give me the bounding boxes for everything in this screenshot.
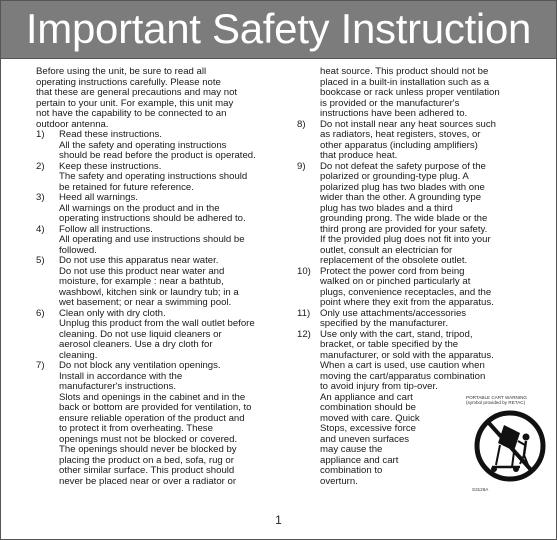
item-text: manufacturer's instructions. <box>59 381 177 392</box>
item-text: Do not defeat the safety purpose of the <box>320 160 486 172</box>
cart-warning-label <box>466 395 556 497</box>
item-heading: Do not block any ventilation openings. <box>59 360 221 371</box>
item-number: 4) <box>36 223 45 235</box>
item-number: 12) <box>297 328 311 340</box>
item-heading: Follow all instructions. <box>59 223 153 235</box>
continued-paragraph <box>297 67 529 120</box>
page-title: Important Safety Instruction <box>25 5 532 52</box>
cart-text-line: Stops, excessive force <box>320 423 416 434</box>
instruction-item <box>297 120 529 162</box>
item-text: moving the cart/apparatus combination <box>320 370 486 382</box>
item-text: to protect it from overheating. These <box>59 423 213 434</box>
item-text: ensure reliable operation of the product and <box>59 412 245 424</box>
cart-text-line: appliance and cart <box>320 454 399 466</box>
item-text: placing the product on a bed, sofa, rug or <box>59 454 234 466</box>
item-text: Protect the power cord from being <box>320 265 465 277</box>
item-number: 8) <box>297 118 306 130</box>
intro-paragraph <box>36 67 281 130</box>
item-text: wider than the other. A grounding type <box>320 192 482 203</box>
item-heading: Heed all warnings. <box>59 192 138 203</box>
item-text: plugs, convenience receptacles, and the <box>320 286 492 298</box>
item-text: as radiators, heat registers, stoves, or <box>320 129 481 140</box>
item-heading: Keep these instructions. <box>59 160 162 172</box>
item-text: Slots and openings in the cabinet and in the <box>59 391 246 403</box>
item-number: 3) <box>36 192 45 203</box>
item-text: openings must not be blocked or covered. <box>59 433 238 445</box>
item-number: 1) <box>36 129 45 140</box>
item-text: should be read before the product is operated. <box>59 150 256 161</box>
item-text: washbowl, kitchen sink or laundry tub; in a <box>59 286 239 298</box>
item-text: to avoid injury from tip-over. <box>320 381 438 392</box>
item-text: All warnings on the product and in the <box>59 202 220 214</box>
item-text: never be placed near or over a radiator or <box>59 475 237 487</box>
item-text: Do not use this product near water and <box>59 265 225 277</box>
instruction-item <box>297 162 529 267</box>
item-number: 2) <box>36 160 45 172</box>
item-text: bracket, or table specified by the <box>320 339 459 350</box>
title-banner <box>1 1 556 59</box>
item-text: point where they exit from the apparatus. <box>320 297 494 308</box>
item-text: cleaning. Do not use liquid cleaners or <box>59 328 222 340</box>
item-text: Only use attachments/accessories <box>320 307 467 319</box>
item-text: manufacturer, or sold with the apparatus. <box>320 349 494 361</box>
cart-text-line: may cause the <box>320 444 383 455</box>
item-text: other similar surface. This product should <box>59 465 235 476</box>
intro-line: outdoor antenna. <box>36 118 109 130</box>
item-text: be retained for future reference. <box>59 181 194 193</box>
right-column <box>297 66 529 492</box>
continued-line: heat source. This product should not be <box>320 66 489 77</box>
item-text: wet basement; or near a swimming pool. <box>59 297 232 308</box>
instruction-item <box>36 309 281 362</box>
item-text: Do not install near any heat sources such <box>320 118 496 130</box>
item-text: grounding prong. The wide blade or the <box>320 213 488 224</box>
item-number: 6) <box>36 307 45 319</box>
item-number: 5) <box>36 255 45 266</box>
item-number: 10) <box>297 265 311 277</box>
left-column <box>36 67 281 487</box>
cart-warning-subtitle: (symbol provided by RETAC) <box>466 399 526 405</box>
cart-warning-title: PORTABLE CART WARNING <box>466 394 528 400</box>
item-text: When a cart is used, use caution when <box>320 360 485 371</box>
intro-line: Before using the unit, be sure to read all <box>36 66 207 77</box>
item-number: 11) <box>297 307 311 319</box>
item-text: If the provided plug does not fit into your <box>320 234 491 245</box>
item-text: walked on or pinched particularly at <box>320 276 471 287</box>
cart-section <box>320 391 529 492</box>
item-text: Unplug this product from the wall outlet before <box>59 318 255 329</box>
item-text: polarized or grounding-type plug. A <box>320 171 469 182</box>
item-text: All operating and use instructions should be <box>59 234 245 245</box>
item-text: other apparatus (including amplifiers) <box>320 139 478 151</box>
intro-line: pertain to your unit. For example, this unit may <box>36 97 234 109</box>
continued-line: instructions have been adhered to. <box>320 108 468 119</box>
item-text: followed. <box>59 244 97 256</box>
continued-line: is provided or the manufacturer's <box>320 97 460 109</box>
cart-text-line: and uneven surfaces <box>320 433 410 445</box>
item-text: replacement of the obsolete outlet. <box>320 255 468 266</box>
cart-warning-code: S3126A <box>472 486 489 492</box>
cart-tip-over-warning-icon <box>474 407 546 485</box>
continued-line: bookcase or rack unless proper ventilation <box>320 87 500 98</box>
cart-text-line: combination to <box>320 465 383 476</box>
continued-line: placed in a built-in installation such as a <box>320 76 490 88</box>
item-text: plug has two blades and a third <box>320 202 453 214</box>
instruction-item <box>297 328 529 492</box>
instruction-item <box>36 193 281 225</box>
item-text: moisture, for example : near a bathtub, <box>59 276 224 287</box>
instruction-item <box>36 256 281 309</box>
item-text: Use only with the cart, stand, tripod, <box>320 328 473 340</box>
cart-text-line: moved with care. Quick <box>320 412 420 424</box>
item-text: polarized plug has two blades with one <box>320 181 485 193</box>
cart-text-line: An appliance and cart <box>320 391 413 403</box>
item-heading: Clean only with dry cloth. <box>59 307 166 319</box>
cart-text-line: combination should be <box>320 402 417 413</box>
instruction-item <box>297 267 529 309</box>
item-text: outlet, consult an electrician for <box>320 244 453 256</box>
item-text: aerosol cleaners. Use a dry cloth for <box>59 339 213 350</box>
intro-line: not have the capability to be connected to an <box>36 108 227 119</box>
item-text: that produce heat. <box>320 150 398 161</box>
item-text: The openings should never be blocked by <box>59 444 237 455</box>
page-number: 1 <box>275 513 282 527</box>
item-heading: Do not use this apparatus near water. <box>59 255 219 266</box>
instruction-item <box>36 361 281 487</box>
intro-line: that these are general precautions and may not <box>36 87 238 98</box>
item-number: 9) <box>297 160 306 172</box>
instruction-item <box>36 130 281 162</box>
instruction-item <box>36 162 281 194</box>
item-text: specified by the manufacturer. <box>320 318 448 329</box>
intro-line: operating instructions carefully. Please note <box>36 76 221 88</box>
item-text: third prong are provided for your safety. <box>320 223 488 235</box>
item-text: Install in accordance with the <box>59 370 183 382</box>
item-text: back or bottom are provided for ventilation, to <box>59 402 252 413</box>
cart-text-line: overturn. <box>320 475 358 487</box>
item-text: operating instructions should be adhered to. <box>59 213 246 224</box>
item-heading: Read these instructions. <box>59 129 162 140</box>
item-text: cleaning. <box>59 349 98 361</box>
instruction-item <box>36 225 281 257</box>
item-text: The safety and operating instructions should <box>59 171 248 182</box>
item-text: All the safety and operating instructions <box>59 139 227 151</box>
item-number: 7) <box>36 360 45 371</box>
instruction-item <box>297 309 529 330</box>
